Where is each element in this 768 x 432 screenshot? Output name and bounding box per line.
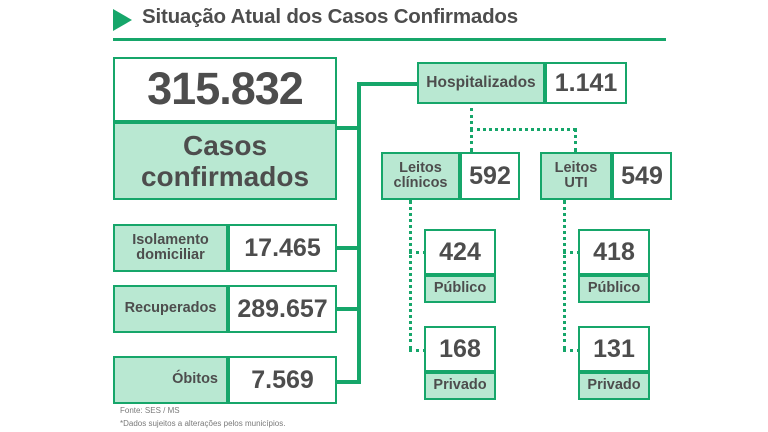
- recuperados-value: 289.657: [228, 285, 337, 333]
- play-triangle-icon: [113, 9, 132, 31]
- connector-to-hospitalizados: [357, 82, 419, 86]
- isolamento-label-line2: domiciliar: [136, 247, 205, 263]
- recuperados-label: Recuperados: [113, 285, 228, 333]
- dotted-to-leitos-uti: [574, 128, 577, 152]
- connector-to-isolamento: [337, 246, 359, 250]
- obitos-value: 7.569: [228, 356, 337, 404]
- header: [0, 0, 768, 46]
- dotted-to-leitos-clinicos: [470, 128, 473, 152]
- leitos-uti-label-line1: Leitos: [554, 159, 598, 176]
- isolamento-label-line1: Isolamento: [132, 231, 209, 248]
- dotted-clinicos-stem: [409, 200, 412, 350]
- total-cases-label-line1: Casos: [182, 129, 268, 161]
- leitos-uti-value: 549: [612, 152, 672, 200]
- dotted-hospital-split: [470, 128, 576, 131]
- page-title: Situação Atual dos Casos Confirmados: [142, 5, 518, 28]
- leitos-uti-publico-value: 418: [578, 229, 650, 275]
- leitos-clinicos-label: [381, 152, 460, 200]
- leitos-uti-label: [540, 152, 612, 200]
- leitos-uti-privado-label: Privado: [578, 372, 650, 400]
- leitos-uti-label-line2: UTI: [564, 175, 588, 191]
- leitos-clinicos-label-line1: Leitos: [399, 159, 442, 176]
- connector-to-obitos: [337, 380, 359, 384]
- leitos-clinicos-value: 592: [460, 152, 520, 200]
- dotted-uti-stem: [563, 200, 566, 350]
- connector-trunk-vertical: [357, 84, 361, 384]
- isolamento-domiciliar-label: [113, 224, 228, 272]
- connector-to-recuperados: [337, 307, 359, 311]
- dotted-hospital-down: [470, 108, 473, 130]
- footnote-disclaimer: *Dados sujeitos a alterações pelos municípios.: [120, 419, 286, 428]
- total-cases-value: 315.832: [113, 57, 337, 122]
- footnote-source: Fonte: SES / MS: [120, 406, 180, 415]
- header-divider: [113, 38, 666, 41]
- leitos-clinicos-privado-value: 168: [424, 326, 496, 372]
- leitos-clinicos-privado-label: Privado: [424, 372, 496, 400]
- total-cases-label: [113, 122, 337, 200]
- hospitalizados-label: Hospitalizados: [417, 62, 545, 104]
- isolamento-domiciliar-value: 17.465: [228, 224, 337, 272]
- obitos-label: Óbitos: [113, 356, 228, 404]
- leitos-clinicos-label-line2: clínicos: [393, 175, 448, 191]
- leitos-uti-publico-label: Público: [578, 275, 650, 303]
- leitos-clinicos-publico-value: 424: [424, 229, 496, 275]
- leitos-clinicos-publico-label: Público: [424, 275, 496, 303]
- hospitalizados-value: 1.141: [545, 62, 627, 104]
- leitos-uti-privado-value: 131: [578, 326, 650, 372]
- total-cases-label-line2: confirmados: [140, 161, 310, 192]
